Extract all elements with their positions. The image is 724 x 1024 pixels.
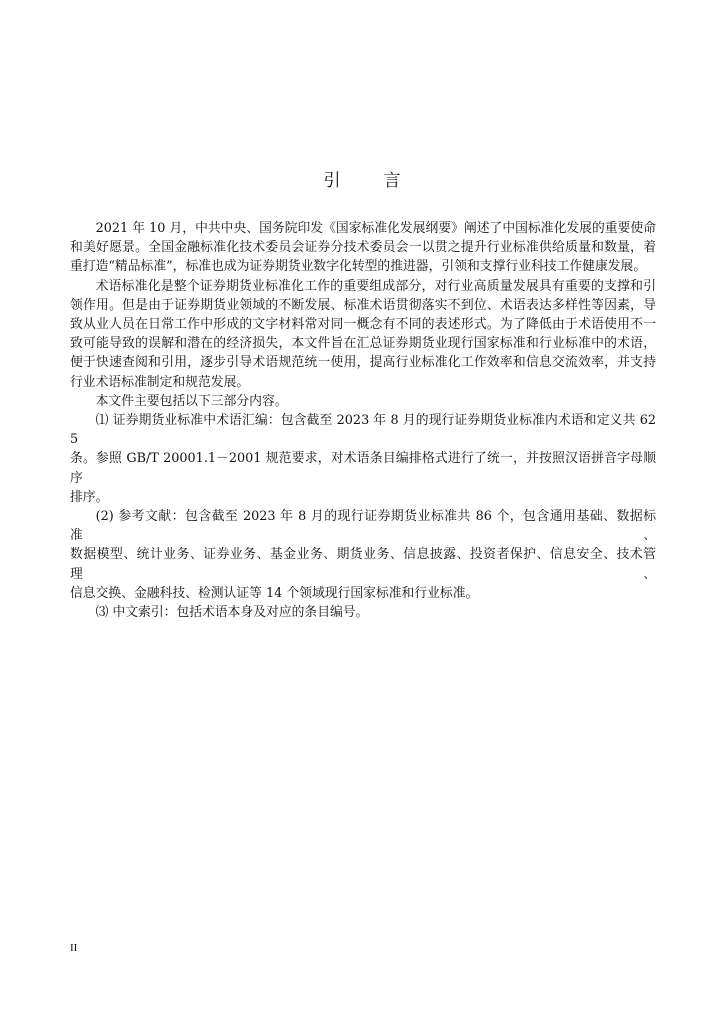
text-line: 条。参照 GB/T 20001.1－2001 规范要求，对术语条目编排格式进行了统一，并按照汉语拼音字母顺序 [70,451,656,486]
text-line: 重打造“精品标准”，标准也成为证券期货业数字化转型的推进器，引领和支撑行业科技工作健康发展。 [70,259,647,275]
text-line: 致可能导致的误解和潜在的经济损失，本文件旨在汇总证券期货业现行国家标准和行业标准中的术语， [70,336,656,352]
text-line: 排序。 [70,489,109,505]
paragraph-purpose [70,277,656,392]
text-line: 和美好愿景。全国金融标准化技术委员会证券分技术委员会一以贯之提升行业标准供给质量和数量，着 [70,240,656,256]
list-item-chinese-index [70,603,656,622]
body-text [70,219,656,622]
list-item-references [70,507,656,603]
text-line: 数据模型、统计业务、证券业务、基金业务、期货业务、信息披露、投资者保护、信息安全、技术管理、 [70,547,656,582]
text-line: ⑴ 证券期货业标准中术语汇编：包含截至 2023 年 8 月的现行证券期货业标准内术语和定义共 625 [70,413,656,448]
text-line: 本文件主要包括以下三部分内容。 [95,393,288,409]
page-number: II [70,942,78,954]
text-line: 2021 年 10 月，中共中央、国务院印发《国家标准化发展纲要》阐述了中国标准化发展的重要使命 [95,221,656,236]
list-item-terms-compilation [70,411,656,507]
text-line: 便于快速查阅和引用，逐步引导术语规范统一使用，提高行业标准化工作效率和信息交流效率，并支持 [70,355,656,371]
paragraph-contents-intro [70,392,656,411]
paragraph-background [70,219,656,277]
text-line: 术语标准化是整个证券期货业标准化工作的重要组成部分，对行业高质量发展具有重要的支撑和引 [95,278,656,294]
text-line: ⑶ 中文索引：包括术语本身及对应的条目编号。 [95,605,369,621]
text-line: 致从业人员在日常工作中形成的文字材料常对同一概念有不同的表述形式。为了降低由于术语使用不一 [70,317,656,333]
text-line: 行业术语标准制定和规范发展。 [70,374,250,390]
text-line: 领作用。但是由于证券期货业领域的不断发展、标准术语贯彻落实不到位、术语表达多样性等因素，导 [70,297,656,313]
text-line: (2) 参考文献：包含截至 2023 年 8 月的现行证券期货业标准共 86 个，包含通用基础、数据标准、 [70,509,656,544]
text-line: 信息交换、金融科技、检测认证等 14 个领域现行国家标准和行业标准。 [70,585,479,601]
page-title: 引 言 [323,171,414,192]
